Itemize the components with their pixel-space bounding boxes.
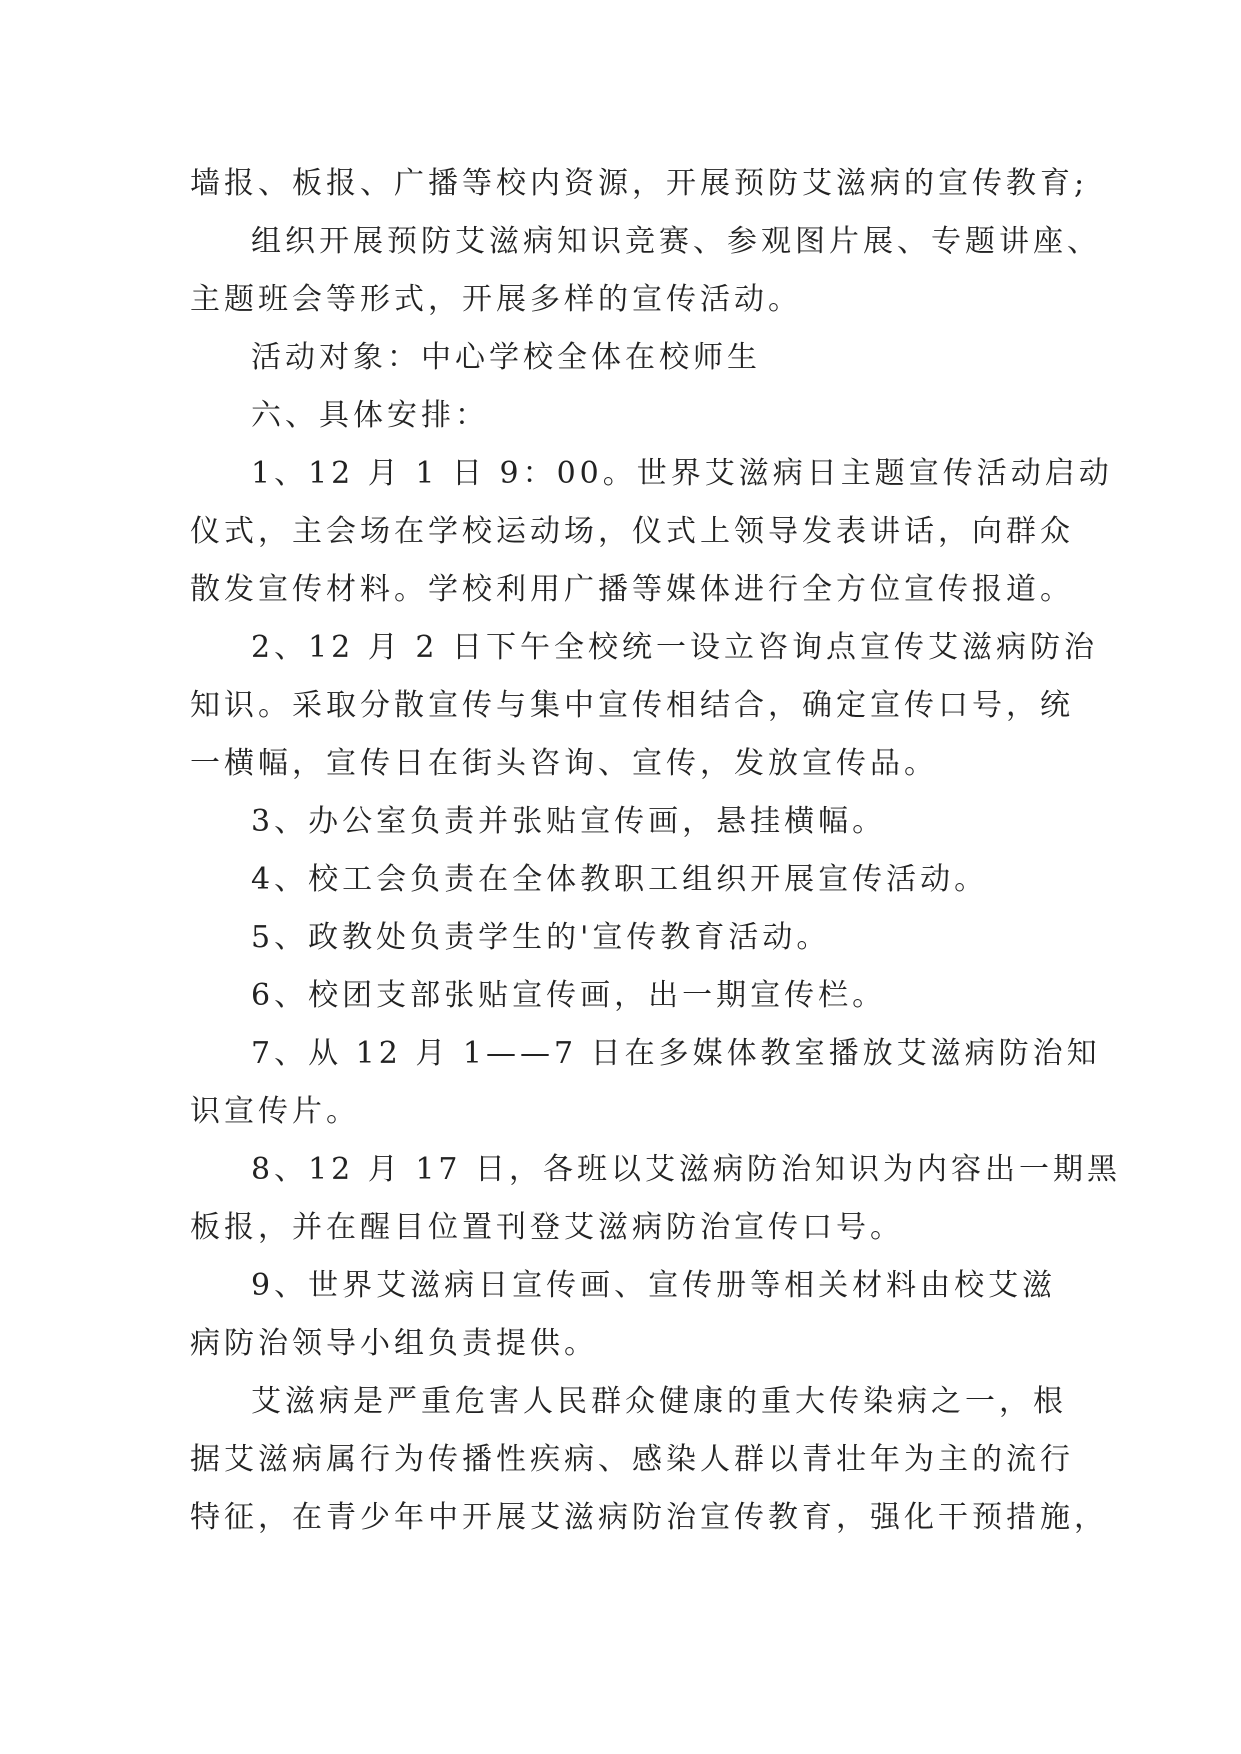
text-line: 散发宣传材料。学校利用广播等媒体进行全方位宣传报道。 [190, 572, 1074, 607]
text-line: 板报，并在醒目位置刊登艾滋病防治宣传口号。 [190, 1210, 904, 1245]
text-line: 活动对象：中心学校全体在校师生 [251, 340, 761, 375]
text-line: 墙报、板报、广播等校内资源，开展预防艾滋病的宣传教育; [190, 166, 1089, 201]
text-line: 识宣传片。 [190, 1094, 360, 1129]
text-line: 知识。采取分散宣传与集中宣传相结合，确定宣传口号，统 [190, 688, 1074, 723]
text-line: 组织开展预防艾滋病知识竞赛、参观图片展、专题讲座、 [251, 224, 1101, 259]
text-line: 主题班会等形式，开展多样的宣传活动。 [190, 282, 802, 317]
section-heading: 六、具体安排： [251, 398, 489, 433]
text-line: 特征，在青少年中开展艾滋病防治宣传教育，强化干预措施， [190, 1500, 1108, 1535]
document-body [190, 155, 1122, 1547]
text-line: 5、政教处负责学生的'宣传教育活动。 [251, 920, 831, 955]
text-line: 仪式，主会场在学校运动场，仪式上领导发表讲话，向群众 [190, 514, 1074, 549]
text-line: 9、世界艾滋病日宣传画、宣传册等相关材料由校艾滋 [251, 1268, 1057, 1303]
text-line: 3、办公室负责并张贴宣传画，悬挂横幅。 [251, 804, 887, 839]
text-line: 病防治领导小组负责提供。 [190, 1326, 598, 1361]
text-line: 7、从 12 月 1——7 日在多媒体教室播放艾滋病防治知 [251, 1036, 1101, 1071]
text-line: 6、校团支部张贴宣传画，出一期宣传栏。 [251, 978, 887, 1013]
text-line: 2、12 月 2 日下午全校统一设立咨询点宣传艾滋病防治 [251, 630, 1098, 665]
text-line: 1、12 月 1 日 9：00。世界艾滋病日主题宣传活动启动 [251, 456, 1113, 491]
text-line: 据艾滋病属行为传播性疾病、感染人群以青壮年为主的流行 [190, 1442, 1074, 1477]
text-line: 一横幅，宣传日在街头咨询、宣传，发放宣传品。 [190, 746, 938, 781]
text-line: 4、校工会负责在全体教职工组织开展宣传活动。 [251, 862, 989, 897]
text-line: 8、12 月 17 日，各班以艾滋病防治知识为内容出一期黑 [251, 1152, 1122, 1187]
text-line: 艾滋病是严重危害人民群众健康的重大传染病之一，根 [251, 1384, 1067, 1419]
